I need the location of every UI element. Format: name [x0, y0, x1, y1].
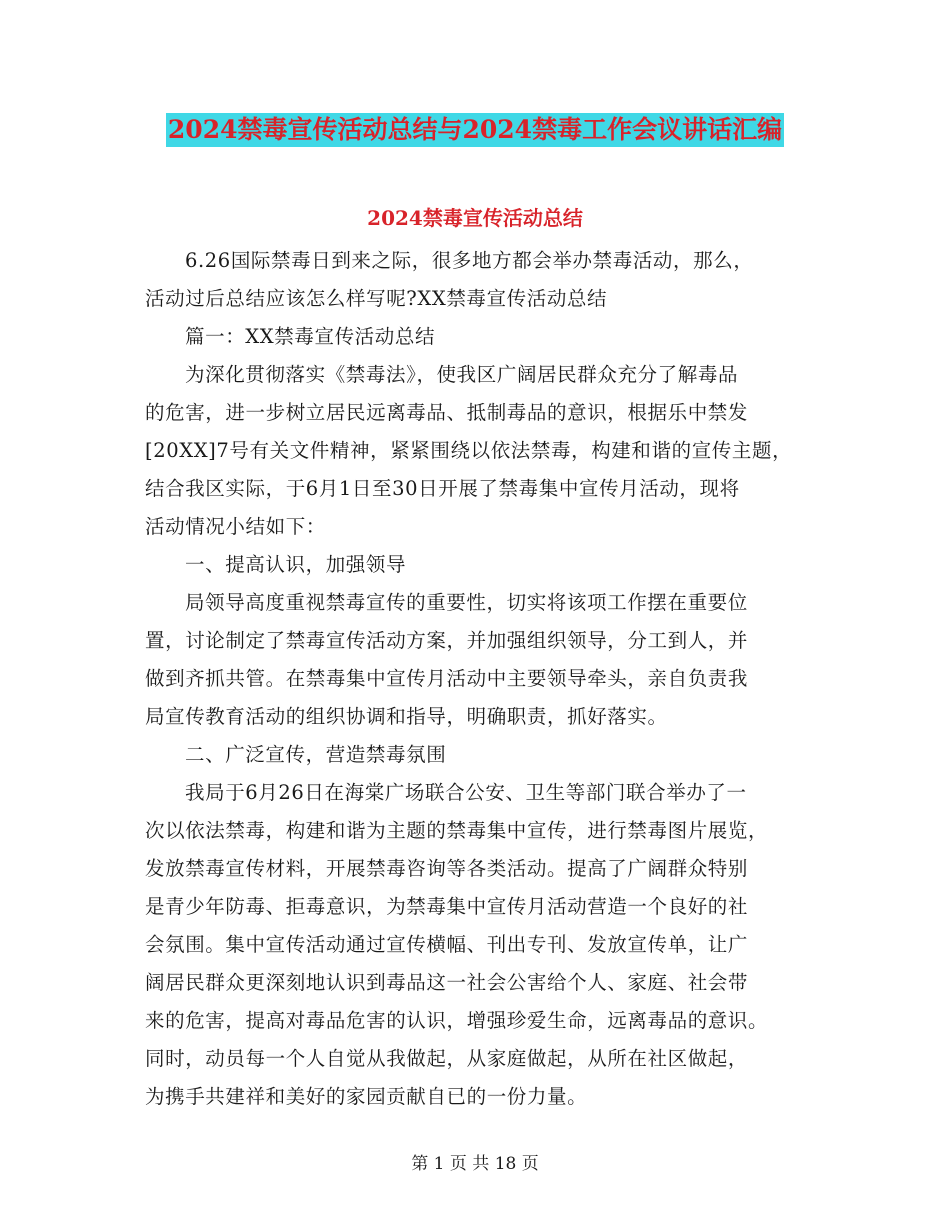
paragraph-line: 6.26国际禁毒日到来之际，很多地方都会举办禁毒活动，那么，	[185, 249, 754, 272]
paragraph-line: 一、提高认识，加强领导	[185, 553, 407, 576]
paragraph-line: 同时，动员每一个人自觉从我做起，从家庭做起，从所在社区做起，	[145, 1047, 749, 1070]
paragraph-line: 置，讨论制定了禁毒宣传活动方案，并加强组织领导，分工到人，并	[145, 629, 749, 652]
paragraph-line: 阔居民群众更深刻地认识到毒品这一社会公害给个人、家庭、社会带	[145, 971, 749, 994]
paragraph-line: 会氛围。集中宣传活动通过宣传横幅、刊出专刊、发放宣传单，让广	[145, 933, 749, 956]
paragraph-line: 我局于6月26日在海棠广场联合公安、卫生等部门联合举办了一	[185, 781, 747, 804]
paragraph-line: 二、广泛宣传，营造禁毒氛围	[185, 743, 447, 766]
main-title: 2024禁毒宣传活动总结与2024禁毒工作会议讲话汇编	[166, 113, 784, 147]
paragraph-line: 活动过后总结应该怎么样写呢?XX禁毒宣传活动总结	[145, 287, 608, 310]
paragraph-line: 活动情况小结如下：	[145, 515, 326, 538]
paragraph-line: 是青少年防毒、拒毒意识，为禁毒集中宣传月活动营造一个良好的社	[145, 895, 749, 918]
paragraph-line: 的危害，进一步树立居民远离毒品、抵制毒品的意识，根据乐中禁发	[145, 401, 749, 424]
paragraph-line: 次以依法禁毒，构建和谐为主题的禁毒集中宣传，进行禁毒图片展览，	[145, 819, 769, 842]
paragraph-line: 结合我区实际，于6月1日至30日开展了禁毒集中宣传月活动，现将	[145, 477, 740, 500]
paragraph-line: 发放禁毒宣传材料，开展禁毒咨询等各类活动。提高了广阔群众特别	[145, 857, 749, 880]
paragraph-line: 做到齐抓共管。在禁毒集中宣传月活动中主要领导牵头，亲自负责我	[145, 667, 749, 690]
paragraph-line: [20XX]7号有关文件精神，紧紧围绕以依法禁毒，构建和谐的宣传主题，	[145, 439, 793, 462]
paragraph-line: 局宣传教育活动的组织协调和指导，明确职责，抓好落实。	[145, 705, 668, 728]
paragraph-line: 局领导高度重视禁毒宣传的重要性，切实将该项工作摆在重要位	[185, 591, 748, 614]
page-number: 第 1 页 共 18 页	[411, 1154, 539, 1174]
paragraph-line: 来的危害，提高对毒品危害的认识，增强珍爱生命，远离毒品的意识。	[145, 1009, 769, 1032]
paragraph-line: 篇一：XX禁毒宣传活动总结	[185, 325, 436, 348]
section-title: 2024禁毒宣传活动总结	[367, 206, 583, 230]
page-footer	[0, 1152, 950, 1176]
paragraph-line: 为深化贯彻落实《禁毒法》，使我区广阔居民群众充分了解毒品	[185, 363, 739, 386]
paragraph-line: 为携手共建祥和美好的家园贡献自已的一份力量。	[145, 1085, 588, 1108]
main-title-container	[0, 113, 950, 147]
